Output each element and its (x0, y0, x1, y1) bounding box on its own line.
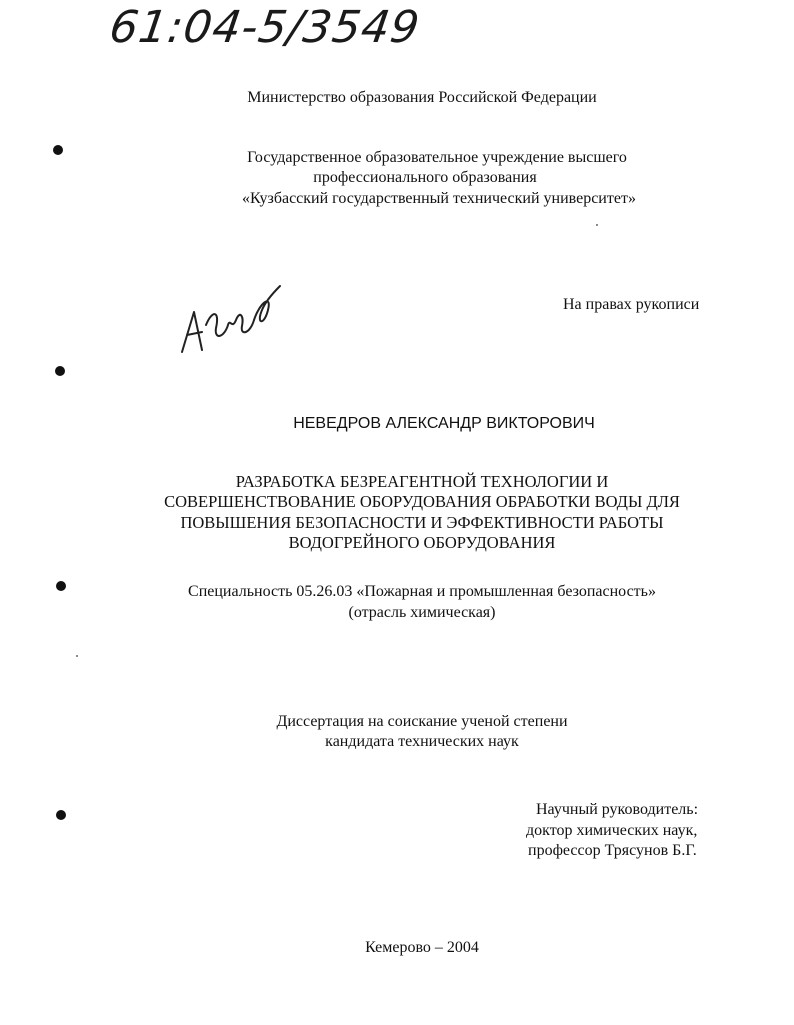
scan-speck (596, 224, 598, 226)
rights-note: На правах рукописи (563, 296, 700, 313)
binder-hole (55, 366, 65, 376)
institution-line-2: профессионального образования (313, 169, 537, 186)
degree-line-1: Диссертация на соискание ученой степени (276, 713, 568, 730)
dissertation-title-line-4: ВОДОГРЕЙНОГО ОБОРУДОВАНИЯ (288, 533, 556, 552)
supervisor-name: профессор Трясунов Б.Г. (528, 842, 697, 859)
city-year: Кемерово – 2004 (365, 939, 479, 956)
degree-line-2: кандидата технических наук (325, 733, 519, 750)
handwritten-catalog-number: 61:04-5/3549 (106, 2, 424, 53)
ministry-name: Министерство образования Российской Федерации (247, 89, 597, 106)
supervisor-degree: доктор химических наук, (526, 822, 698, 839)
dissertation-title-line-2: СОВЕРШЕНСТВОВАНИЕ ОБОРУДОВАНИЯ ОБРАБОТКИ ВОДЫ ДЛЯ (164, 492, 680, 511)
institution-line-3: «Кузбасский государственный технический университет» (242, 190, 636, 207)
author-name: НЕВЕДРОВ АЛЕКСАНДР ВИКТОРОВИЧ (293, 415, 595, 432)
specialty-line-1: Специальность 05.26.03 «Пожарная и промышленная безопасность» (188, 583, 656, 600)
dissertation-title-line-1: РАЗРАБОТКА БЕЗРЕАГЕНТНОЙ ТЕХНОЛОГИИ И (235, 472, 609, 491)
supervisor-heading: Научный руководитель: (536, 801, 699, 818)
handwritten-signature (172, 280, 292, 360)
specialty-line-2: (отрасль химическая) (348, 604, 496, 621)
institution-line-1: Государственное образовательное учреждение высшего (247, 149, 627, 166)
scan-speck (76, 655, 78, 657)
dissertation-title-line-3: ПОВЫШЕНИЯ БЕЗОПАСНОСТИ И ЭФФЕКТИВНОСТИ РАБОТЫ (180, 513, 664, 532)
binder-hole (56, 810, 66, 820)
